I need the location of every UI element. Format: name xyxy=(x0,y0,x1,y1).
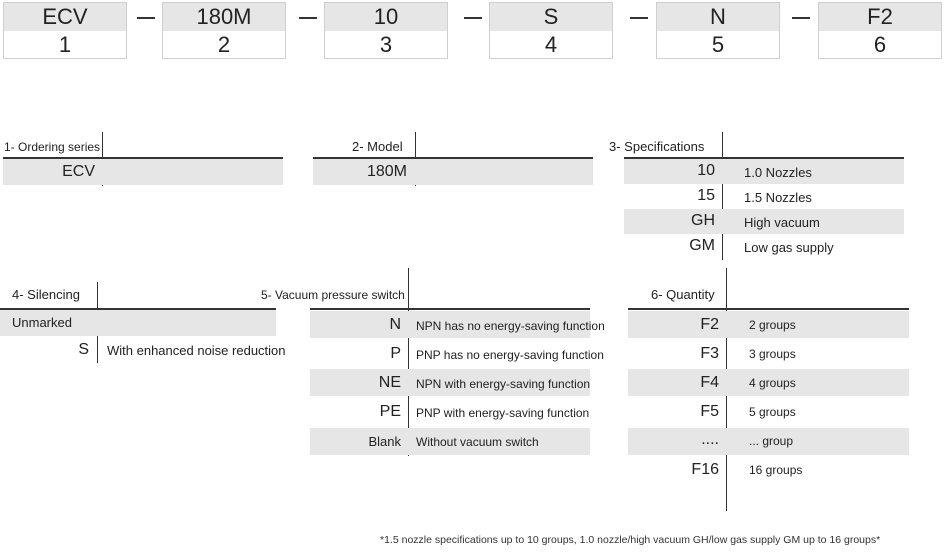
code-box-position: 6 xyxy=(873,32,887,57)
vacuum-switch-title: 5- Vacuum pressure switch xyxy=(261,288,405,302)
code-box-value: 180M xyxy=(163,3,285,31)
vacuum-switch-rule xyxy=(310,308,590,310)
vacuum-switch-desc: PNP with energy-saving function xyxy=(416,406,590,420)
code-box-position: 1 xyxy=(58,32,72,57)
code-box-value: N xyxy=(657,3,779,31)
code-box-1 xyxy=(3,2,127,59)
spec-desc: 1.5 Nozzles xyxy=(744,190,812,205)
quantity-desc: 3 groups xyxy=(749,347,796,361)
code-box-position: 2 xyxy=(217,32,231,57)
vacuum-switch-desc: NPN has no energy-saving function xyxy=(416,319,605,333)
vacuum-switch-code: P xyxy=(390,345,401,362)
quantity-code: F2 xyxy=(700,316,719,333)
code-box-3 xyxy=(324,2,448,59)
model-code: 180M xyxy=(366,163,407,180)
code-box-value: 10 xyxy=(325,3,447,31)
ordering-series-code: ECV xyxy=(62,163,95,180)
specifications-divider xyxy=(722,132,723,260)
silencing-desc: With enhanced noise reduction xyxy=(107,343,286,358)
vacuum-switch-desc: Without vacuum switch xyxy=(416,435,539,449)
code-box-position: 3 xyxy=(379,32,393,57)
quantity-code: F5 xyxy=(700,403,719,420)
quantity-code: F3 xyxy=(700,345,719,362)
model-title: 2- Model xyxy=(352,139,403,154)
separator-dash xyxy=(464,17,482,19)
vacuum-switch-code: N xyxy=(389,316,401,333)
spec-desc: Low gas supply xyxy=(744,240,834,255)
ordering-series-title: 1- Ordering series xyxy=(4,140,101,154)
vacuum-switch-code: Blank xyxy=(368,434,401,449)
code-box-value: ECV xyxy=(4,3,126,31)
spec-desc: High vacuum xyxy=(744,215,820,230)
vacuum-switch-code: PE xyxy=(379,403,401,420)
code-box-value: F2 xyxy=(819,3,941,31)
vacuum-switch-code: NE xyxy=(378,374,401,391)
quantity-rule xyxy=(628,308,909,310)
quantity-code: F16 xyxy=(691,461,719,478)
code-box-position: 4 xyxy=(544,32,558,57)
quantity-title: 6- Quantity xyxy=(651,287,715,302)
quantity-desc: 4 groups xyxy=(749,376,796,390)
silencing-code: Unmarked xyxy=(12,315,72,330)
code-box-2 xyxy=(162,2,286,59)
quantity-desc: 2 groups xyxy=(749,318,796,332)
code-box-position: 5 xyxy=(711,32,725,57)
spec-code: GM xyxy=(689,237,715,254)
separator-dash xyxy=(630,17,648,19)
code-box-value: S xyxy=(490,3,612,31)
vacuum-switch-desc: PNP has no energy-saving function xyxy=(416,348,604,362)
separator-dash xyxy=(137,17,155,19)
footnote: *1.5 nozzle specifications up to 10 groups, 1.0 nozzle/high vacuum GH/low gas supply GM up to 16 groups* xyxy=(380,534,881,546)
separator-dash xyxy=(792,17,810,19)
code-box-6 xyxy=(818,2,942,59)
code-box-4 xyxy=(489,2,613,59)
vacuum-switch-desc: NPN with energy-saving function xyxy=(416,377,591,391)
quantity-desc: 16 groups xyxy=(749,463,803,477)
silencing-code: S xyxy=(78,341,89,358)
code-box-5 xyxy=(656,2,780,59)
quantity-desc: 5 groups xyxy=(749,405,796,419)
silencing-title: 4- Silencing xyxy=(12,287,80,302)
quantity-code: .... xyxy=(701,431,719,448)
separator-dash xyxy=(299,17,317,19)
quantity-code: F4 xyxy=(700,374,719,391)
specifications-title: 3- Specifications xyxy=(609,139,705,154)
spec-code: 15 xyxy=(697,187,715,204)
spec-desc: 1.0 Nozzles xyxy=(744,165,812,180)
quantity-desc: ... group xyxy=(749,434,794,448)
spec-code: GH xyxy=(691,212,715,229)
spec-code: 10 xyxy=(697,162,715,179)
